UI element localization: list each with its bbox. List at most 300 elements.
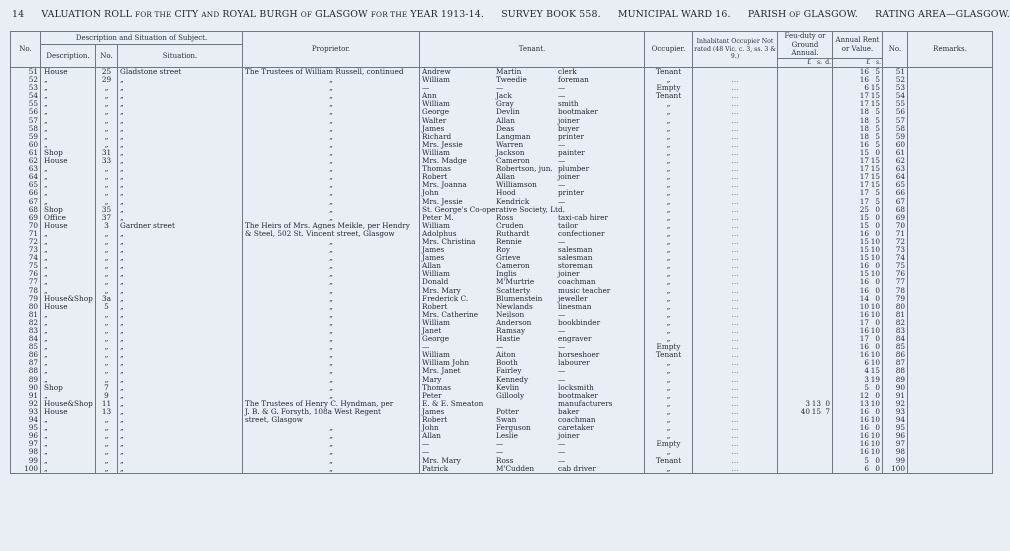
row-inhabitant: ... [693,416,778,424]
row-proprietor: „ [243,149,420,157]
row-description: House&Shop [41,400,96,408]
tenant-first-name: William [422,269,450,279]
row-description: „ [41,392,96,400]
row-number: 75 [11,262,41,270]
tenant-occupation: coachman [558,415,596,425]
row-situation: „ [118,165,243,173]
tenant-surname: — [496,83,504,93]
tenant-occupation: painter [558,147,585,157]
tenant-first-name: Mrs. Mary [422,285,461,295]
row-annual-rent: 16 5 [833,68,883,77]
row-feu-duty [778,295,833,303]
row-inhabitant: ... [693,287,778,295]
row-inhabitant: ... [693,311,778,319]
row-number-right: 96 [883,432,908,440]
row-description: „ [41,238,96,246]
col-no: No. [11,32,41,68]
row-remarks [908,254,993,262]
row-inhabitant: ... [693,198,778,206]
row-proprietor: „ [243,367,420,375]
row-house-number: „ [96,117,118,125]
row-number: 80 [11,303,41,311]
row-remarks [908,181,993,189]
row-occupier: „ [645,408,693,416]
row-situation: „ [118,157,243,165]
row-house-number: „ [96,181,118,189]
tenant-occupation: bootmaker [558,390,598,400]
row-proprietor: „ [243,117,420,125]
row-annual-rent: 6 10 [833,359,883,367]
row-house-number: „ [96,311,118,319]
row-number: 54 [11,92,41,100]
tenant-first-name: John [422,188,439,198]
row-proprietor: „ [243,278,420,286]
row-remarks [908,230,993,238]
row-proprietor: „ [243,189,420,197]
col-rent: Annual Rent or Value. [833,32,883,59]
row-remarks [908,262,993,270]
row-situation: „ [118,133,243,141]
tenant-occupation: — [558,196,566,206]
row-house-number: „ [96,327,118,335]
row-number: 74 [11,254,41,262]
tenant-first-name: Peter M. [422,212,454,222]
tenant-occupation: foreman [558,75,589,85]
tenant-surname: M'Murtrie [496,277,535,287]
row-inhabitant: ... [693,254,778,262]
row-situation: „ [118,303,243,311]
row-occupier: „ [645,448,693,456]
row-annual-rent: 18 5 [833,125,883,133]
row-number-right: 90 [883,384,908,392]
row-proprietor: „ [243,173,420,181]
row-feu-duty [778,165,833,173]
tenant-occupation: — [558,455,566,465]
row-tenant [420,84,645,92]
tenant-occupation: — [558,374,566,384]
row-occupier: „ [645,367,693,375]
tenant-occupation: joiner [558,269,580,279]
row-inhabitant: ... [693,214,778,222]
row-occupier: „ [645,465,693,474]
row-description: „ [41,367,96,375]
row-situation: „ [118,295,243,303]
row-inhabitant: ... [693,376,778,384]
row-occupier: Empty [645,84,693,92]
row-feu-duty [778,238,833,246]
row-proprietor: „ [243,270,420,278]
row-occupier: „ [645,173,693,181]
row-remarks [908,84,993,92]
row-tenant [420,311,645,319]
row-description: „ [41,76,96,84]
tenant-occupation: joiner [558,115,580,125]
row-feu-duty [778,133,833,141]
row-house-number: 11 [96,400,118,408]
tenant-surname: Warren [496,139,524,149]
row-occupier: „ [645,262,693,270]
row-situation: „ [118,173,243,181]
row-annual-rent: 17 5 [833,198,883,206]
tenant-surname: — [496,447,504,457]
row-tenant [420,440,645,448]
tenant-surname: Ferguson [496,423,531,433]
tenant-first-name: Ann [422,91,437,101]
row-annual-rent: 17 15 [833,157,883,165]
row-number-right: 94 [883,416,908,424]
row-description: „ [41,359,96,367]
row-feu-duty [778,465,833,474]
row-description: „ [41,246,96,254]
row-remarks [908,327,993,335]
row-feu-duty [778,262,833,270]
row-description: „ [41,327,96,335]
tenant-first-name: Adolphus [422,228,457,238]
row-occupier: „ [645,254,693,262]
row-number: 71 [11,230,41,238]
row-description: „ [41,465,96,474]
row-number-right: 58 [883,125,908,133]
row-tenant [420,424,645,432]
row-number: 64 [11,173,41,181]
tenant-occupation: printer [558,131,584,141]
row-annual-rent: 14 0 [833,295,883,303]
row-occupier: Tenant [645,457,693,465]
row-feu-duty [778,376,833,384]
row-inhabitant: ... [693,262,778,270]
row-feu-duty [778,327,833,335]
row-remarks [908,465,993,474]
row-feu-duty [778,303,833,311]
row-house-number: „ [96,424,118,432]
tenant-first-name: Mary [422,374,442,384]
row-number-right: 71 [883,230,908,238]
row-number: 95 [11,424,41,432]
row-situation: „ [118,149,243,157]
row-description: House&Shop [41,295,96,303]
row-house-number: „ [96,100,118,108]
row-proprietor: The Trustees of Henry C. Hyndman, per [243,400,420,408]
row-feu-duty [778,246,833,254]
row-house-number: „ [96,343,118,351]
row-number-right: 98 [883,448,908,456]
row-number: 94 [11,416,41,424]
row-occupier: „ [645,400,693,408]
tenant-surname: Allan [496,172,515,182]
row-inhabitant: ... [693,319,778,327]
row-inhabitant: ... [693,157,778,165]
row-annual-rent: 17 15 [833,100,883,108]
row-feu-duty [778,457,833,465]
row-situation: „ [118,117,243,125]
tenant-occupation: locksmith [558,382,594,392]
tenant-surname: Ramsay [496,326,526,335]
row-inhabitant: ... [693,424,778,432]
row-description: „ [41,92,96,100]
row-annual-rent: 16 0 [833,278,883,286]
row-number: 58 [11,125,41,133]
row-occupier: „ [645,230,693,238]
row-occupier: „ [645,287,693,295]
row-situation: „ [118,432,243,440]
row-feu-duty [778,448,833,456]
row-number-right: 80 [883,303,908,311]
row-tenant [420,335,645,343]
row-proprietor: „ [243,311,420,319]
row-number: 88 [11,367,41,375]
row-feu-duty: 40 15 7 [778,408,833,416]
row-proprietor: „ [243,157,420,165]
row-proprietor: „ [243,440,420,448]
row-remarks [908,76,993,84]
row-inhabitant: ... [693,173,778,181]
row-house-number: „ [96,189,118,197]
tenant-surname: Cameron [496,156,530,166]
row-house-number: „ [96,254,118,262]
row-description: „ [41,457,96,465]
tenant-first-name: Walter [422,115,447,125]
row-number: 61 [11,149,41,157]
row-house-number: „ [96,367,118,375]
row-number-right: 64 [883,173,908,181]
row-feu-duty [778,254,833,262]
row-situation: „ [118,448,243,456]
row-tenant [420,343,645,351]
row-house-number: „ [96,440,118,448]
tenant-surname: Kevlin [496,382,520,392]
row-proprietor: street, Glasgow [243,416,420,424]
row-feu-duty [778,76,833,84]
row-annual-rent: 4 15 [833,367,883,375]
row-remarks [908,214,993,222]
row-remarks [908,238,993,246]
row-occupier: „ [645,424,693,432]
row-proprietor: J. B. & G. Forsyth, 108a West Regent [243,408,420,416]
row-remarks [908,311,993,319]
row-number: 56 [11,108,41,116]
col-tenant: Tenant. [420,32,645,68]
row-remarks [908,270,993,278]
row-proprietor: „ [243,198,420,206]
tenant-surname: Gillooly [496,390,525,400]
row-remarks [908,448,993,456]
row-remarks [908,222,993,230]
col-proprietor: Proprietor. [243,32,420,68]
row-tenant [420,416,645,424]
row-inhabitant: ... [693,165,778,173]
row-occupier: „ [645,222,693,230]
row-number: 76 [11,270,41,278]
row-situation: „ [118,465,243,474]
row-annual-rent: 17 0 [833,335,883,343]
valuation-rows [11,68,993,474]
row-description: „ [41,133,96,141]
tenant-first-name: E. & E. Smeaton [422,398,484,408]
row-house-number: „ [96,432,118,440]
row-proprietor: „ [243,76,420,84]
row-annual-rent: 16 10 [833,440,883,448]
tenant-occupation: bootmaker [558,107,598,117]
row-feu-duty [778,108,833,116]
tenant-surname: Aiton [496,350,516,360]
row-remarks [908,198,993,206]
tenant-first-name: Andrew [422,67,451,76]
row-feu-duty [778,287,833,295]
row-feu-duty [778,100,833,108]
row-house-number: „ [96,84,118,92]
tenant-occupation: printer [558,188,584,198]
row-remarks [908,416,993,424]
row-description: „ [41,270,96,278]
row-feu-duty [778,198,833,206]
row-house-number: 7 [96,384,118,392]
tenant-first-name: Robert [422,415,448,425]
row-feu-duty [778,214,833,222]
row-inhabitant: ... [693,125,778,133]
tenant-occupation: joiner [558,172,580,182]
row-situation: „ [118,189,243,197]
tenant-occupation: horseshoer [558,350,600,360]
row-inhabitant: ... [693,367,778,375]
row-house-number: „ [96,230,118,238]
row-proprietor: „ [243,457,420,465]
row-inhabitant: ... [693,206,778,214]
row-annual-rent: 17 0 [833,319,883,327]
row-situation: „ [118,100,243,108]
row-number: 53 [11,84,41,92]
row-number-right: 63 [883,165,908,173]
tenant-surname: Kendrick [496,196,530,206]
row-number: 96 [11,432,41,440]
row-tenant [420,319,645,327]
tenant-first-name: Mrs. Jessie [422,139,463,149]
tenant-surname: Gray [496,99,514,109]
tenant-first-name: Allan [422,431,441,441]
tenant-surname: Neilson [496,309,525,319]
row-number-right: 97 [883,440,908,448]
row-situation: „ [118,424,243,432]
row-proprietor: „ [243,448,420,456]
row-house-number: „ [96,270,118,278]
row-inhabitant: ... [693,270,778,278]
tenant-surname: Grieve [496,253,521,263]
tenant-occupation: confectioner [558,228,605,238]
row-annual-rent: 16 0 [833,287,883,295]
row-house-number: „ [96,198,118,206]
tenant-first-name: Mrs. Jessie [422,196,463,206]
row-remarks [908,149,993,157]
row-situation: „ [118,376,243,384]
survey-book: SURVEY BOOK 558. [501,9,601,20]
row-number-right: 93 [883,408,908,416]
row-remarks [908,117,993,125]
row-house-number: „ [96,465,118,474]
row-feu-duty [778,351,833,359]
row-annual-rent: 15 0 [833,222,883,230]
row-occupier: Tenant [645,351,693,359]
row-proprietor: „ [243,92,420,100]
row-feu-duty [778,432,833,440]
row-occupier: „ [645,133,693,141]
row-number-right: 83 [883,327,908,335]
row-number: 84 [11,335,41,343]
row-number-right: 87 [883,359,908,367]
tenant-first-name: George [422,334,450,344]
row-house-number: „ [96,165,118,173]
row-annual-rent: 18 5 [833,108,883,116]
row-inhabitant: ... [693,408,778,416]
tenant-surname: Robertson, jun. [496,164,553,174]
row-number-right: 88 [883,367,908,375]
row-number-right: 86 [883,351,908,359]
row-house-number: 25 [96,68,118,77]
row-number: 77 [11,278,41,286]
tenant-first-name: William [422,350,450,360]
row-annual-rent: 16 5 [833,141,883,149]
row-annual-rent: 10 10 [833,303,883,311]
tenant-first-name: Mrs. Madge [422,156,467,166]
row-feu-duty [778,230,833,238]
row-occupier: „ [645,100,693,108]
row-remarks [908,424,993,432]
row-number-right: 100 [883,465,908,474]
row-annual-rent: 15 10 [833,246,883,254]
row-occupier: „ [645,238,693,246]
tenant-first-name: Allan [422,261,441,271]
row-inhabitant: ... [693,246,778,254]
row-tenant [420,141,645,149]
row-inhabitant: ... [693,108,778,116]
col-description-group: Description and Situation of Subject. [41,32,243,45]
row-description: „ [41,448,96,456]
row-tenant [420,68,645,77]
row-proprietor: „ [243,100,420,108]
row-inhabitant: ... [693,222,778,230]
row-tenant [420,376,645,384]
row-number-right: 89 [883,376,908,384]
row-house-number: „ [96,448,118,456]
row-inhabitant: ... [693,327,778,335]
row-remarks [908,173,993,181]
row-situation: „ [118,319,243,327]
row-proprietor: „ [243,254,420,262]
row-number-right: 78 [883,287,908,295]
row-inhabitant: ... [693,448,778,456]
col-occupier: Occupier. [645,32,693,68]
row-description: Shop [41,149,96,157]
row-annual-rent: 16 0 [833,343,883,351]
row-annual-rent: 16 0 [833,424,883,432]
row-remarks [908,408,993,416]
tenant-first-name: James [422,253,445,263]
row-remarks [908,189,993,197]
tenant-occupation: smith [558,99,579,109]
row-number-right: 92 [883,400,908,408]
row-number: 73 [11,246,41,254]
row-description: „ [41,254,96,262]
row-proprietor: „ [243,327,420,335]
row-feu-duty [778,270,833,278]
tenant-first-name: Robert [422,172,448,182]
row-number-right: 99 [883,457,908,465]
row-situation: „ [118,408,243,416]
row-inhabitant: ... [693,238,778,246]
tenant-surname: M'Cudden [496,463,535,473]
row-feu-duty [778,149,833,157]
row-feu-duty [778,424,833,432]
row-feu-duty [778,278,833,286]
tenant-first-name: William [422,220,450,230]
